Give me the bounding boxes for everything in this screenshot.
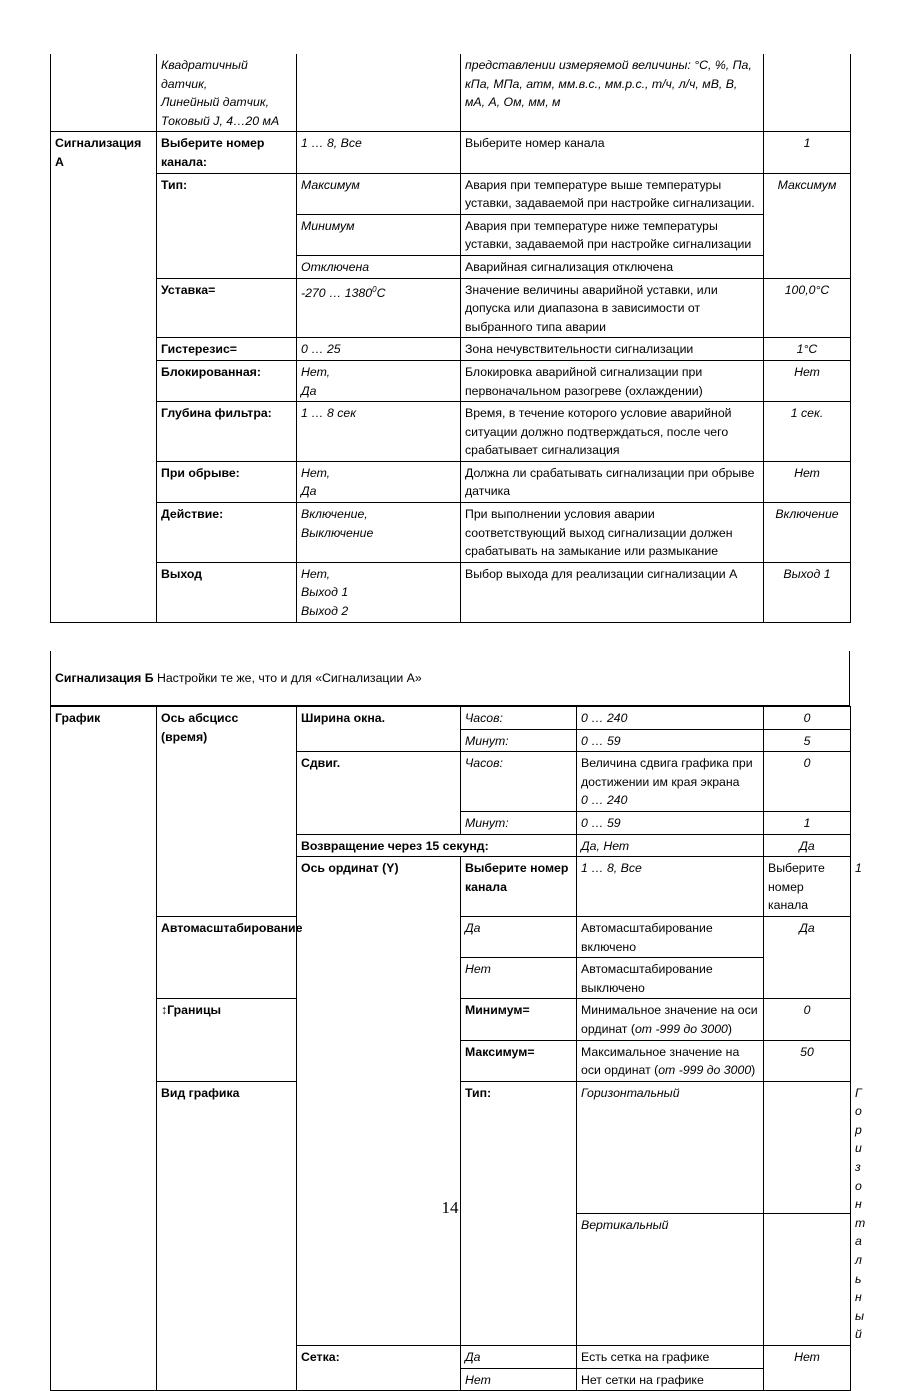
units-cell: представлении измеряемой величины: °C, %, Па, кПа, МПа, атм, мм.в.с., мм.р.с., т/ч, л/ч, мВ, В, мА, А, Ом, мм, м [461,54,764,132]
bounds-label: Границы [167,1003,222,1018]
range-unit: C [376,285,386,300]
table-row [51,562,851,622]
hours-default: 0 [764,707,851,730]
param-default: Нет [764,360,851,401]
option-desc: Авария при температуре ниже температуры уставки, задаваемой при настройке сигнализации [461,214,764,255]
view-type-vertical-desc [764,1213,851,1345]
window-width-label: Ширина окна. [297,707,461,752]
param-default: 1 сек. [764,402,851,462]
minutes-range: 0 … 59 [577,811,764,834]
grid-yes-desc: Есть сетка на графике [577,1346,764,1369]
autoscale-default: Да [764,916,851,998]
max-desc-range: от -999 до 3000 [658,1063,752,1078]
table-row: Ось ординат (Y) Выберите номер канала 1 … 8, Все Выберите номер канала 1 [51,857,851,917]
max-label: Максимум= [461,1040,577,1081]
grid-label: Сетка: [297,1346,461,1391]
table-row: Вид графика Тип: Горизонтальный Горизонтальный [51,1081,851,1213]
shift-hours-desc [577,752,764,812]
param-default: 1°C [764,338,851,361]
y-axis-label: Ось ординат (Y) [297,857,461,1346]
param-desc: Время, в течение которого условие аварийной ситуации должно подтверждаться, после чего срабатывает сигнализация [461,402,764,462]
min-desc-text: Минимальное значение на оси ординат ( [581,1003,758,1036]
range-cell [297,54,461,132]
param-default: Включение [764,503,851,563]
x-axis-label: Ось абсцисс (время) [157,707,297,917]
param-desc: Значение величины аварийной уставки, или допуска или диапазона в зависимости от выбранного типа аварии [461,278,764,338]
grid-no-desc: Нет сетки на графике [577,1368,764,1391]
minutes-range: 0 … 59 [577,729,764,752]
min-label: Минимум= [461,999,577,1040]
graph-section-label: График [51,707,157,1391]
autoscale-label: Автомасштабирование [157,916,297,998]
alarm-b-note [55,669,422,688]
grid-no: Нет [461,1368,577,1391]
hours-range: 0 … 240 [577,707,764,730]
param-label: Глубина фильтра: [157,402,297,462]
sensor-types-cell: Квадратичный датчик, Линейный датчик, Токовый J, 4…20 мА [157,54,297,132]
min-desc [577,999,764,1040]
up-down-arrow-icon: ↕ [161,1003,168,1018]
view-type-horizontal: Горизонтальный [577,1081,764,1213]
param-label: Действие: [157,503,297,563]
y-channel-range: 1 … 8, Все [577,857,764,917]
grid-yes: Да [461,1346,577,1369]
option-desc: Авария при температуре выше температуры уставки, задаваемой при настройке сигнализации. [461,173,764,214]
minutes-label: Минут: [461,811,577,834]
view-type-horizontal-desc [764,1081,851,1213]
degree-superscript: 0 [372,284,377,294]
param-label: Выберите номер канала: [157,132,297,173]
graph-table [50,706,866,1391]
param-range: Включение, Выключение [297,503,461,563]
min-desc-close: ) [727,1021,732,1036]
param-desc: Зона нечувствительности сигнализации [461,338,764,361]
param-desc: Блокировка аварийной сигнализации при первоначальном разогреве (охлаждении) [461,360,764,401]
shift-hours-range: 0 … 240 [581,793,628,808]
table-row [51,360,851,401]
option-value: Отключена [297,255,461,278]
param-label: При обрыве: [157,461,297,502]
minutes-label: Минут: [461,729,577,752]
min-default: 0 [764,999,851,1040]
param-default: Нет [764,461,851,502]
shift-label: Сдвиг. [297,752,461,834]
param-range: 0 … 25 [297,338,461,361]
return-options: Да, Нет [577,834,764,857]
min-desc-range: от -999 до 3000 [634,1021,728,1036]
param-default: Максимум [764,173,851,278]
section-cell [51,54,157,132]
param-label: Выход [157,562,297,622]
alarm-a-table [50,54,851,623]
autoscale-yes-desc: Автомасштабирование включено [577,916,764,957]
param-default: 100,0°C [764,278,851,338]
autoscale-yes: Да [461,916,577,957]
alarm-b-title: Сигнализация Б [55,671,154,685]
bounds-label-cell [157,999,297,1081]
table-row [51,173,851,214]
max-desc-text: Максимальное значение на оси ординат ( [581,1044,740,1078]
table-row [51,278,851,338]
table-row [51,132,851,173]
param-desc: Выберите номер канала [461,132,764,173]
hours-label: Часов: [461,707,577,730]
minutes-default: 5 [764,729,851,752]
param-range: Нет, Да [297,461,461,502]
table-row [51,54,851,132]
y-channel-desc: Выберите номер канала [764,857,851,917]
table-row [51,503,851,563]
return-label: Возвращение через 15 секунд: [297,834,577,857]
param-desc: Выбор выхода для реализации сигнализации А [461,562,764,622]
param-desc: При выполнении условия аварии соответствующий выход сигнализации должен срабатывать на замыкание или размыкание [461,503,764,563]
hours-label: Часов: [461,752,577,812]
table-row [51,402,851,462]
autoscale-no-desc: Автомасштабирование выключено [577,958,764,999]
param-label: Гистерезис= [157,338,297,361]
table-row [51,461,851,502]
grid-default: Нет [764,1346,851,1391]
return-default: Да [764,834,851,857]
y-channel-label: Выберите номер канала [461,857,577,917]
param-label: Тип: [157,173,297,278]
table-row [51,707,851,730]
alarm-b-row [50,651,850,706]
option-value: Минимум [297,214,461,255]
view-type-vertical: Вертикальный [577,1213,764,1345]
view-type-label: Тип: [461,1081,577,1345]
max-default: 50 [764,1040,851,1081]
param-range: 1 … 8 сек [297,402,461,462]
alarm-a-section-label: Сигнализация А [51,132,157,622]
param-label: Блокированная: [157,360,297,401]
table-row [51,338,851,361]
max-desc [577,1040,764,1081]
max-desc-close: ) [751,1063,756,1078]
alarm-b-text: Настройки те же, что и для «Сигнализации А» [153,671,422,685]
page-number: 14 [441,1198,459,1217]
shift-desc-text: Величина сдвига графика при достижении им края экрана [581,756,753,789]
option-value: Максимум [297,173,461,214]
option-desc: Аварийная сигнализация отключена [461,255,764,278]
param-range [297,278,461,338]
param-default: 1 [764,132,851,173]
range-text: -270 … 1380 [301,285,373,300]
view-label: Вид графика [157,1081,297,1391]
minutes-default: 1 [764,811,851,834]
param-range: Нет, Выход 1 Выход 2 [297,562,461,622]
param-desc: Должна ли срабатывать сигнализации при обрыве датчика [461,461,764,502]
default-cell [764,54,851,132]
autoscale-no: Нет [461,958,577,999]
param-range: 1 … 8, Все [297,132,461,173]
param-label: Уставка= [157,278,297,338]
hours-default: 0 [764,752,851,812]
param-range: Нет, Да [297,360,461,401]
param-default: Выход 1 [764,562,851,622]
